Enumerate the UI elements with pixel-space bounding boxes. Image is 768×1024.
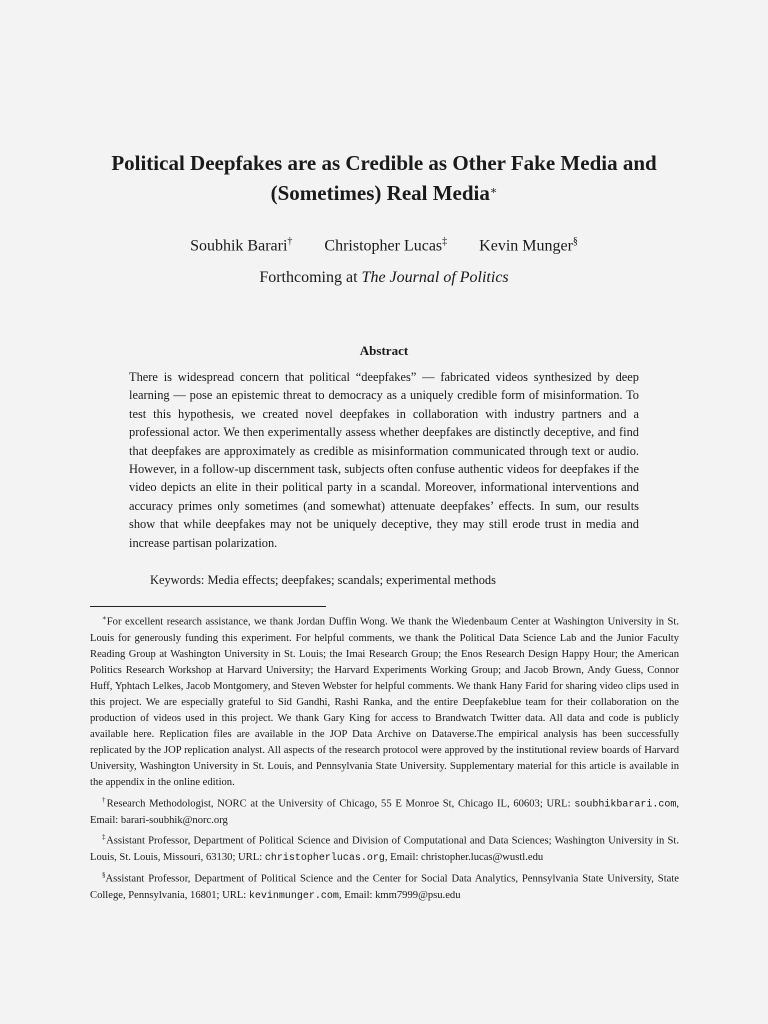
abstract-heading: Abstract [359, 343, 409, 358]
author-2-url[interactable]: christopherlucas.org [264, 852, 385, 864]
author-3-url[interactable]: kevinmunger.com [248, 890, 339, 902]
venue-journal: The Journal of Politics [361, 269, 509, 286]
footnote-email: , Email: kmm7999@psu.edu [338, 889, 461, 901]
footnote-author-3 [90, 867, 679, 905]
author-name: Kevin Munger [479, 237, 573, 255]
footnote-text: For excellent research assistance, we thank Jordan Duffin Wong. We thank the Wiedenbaum Center at Washington University in St. Louis for generously funding this experiment. For helpful comments, we thank the Political Data Science Lab and the Junior Faculty Reading Group at Washington University in St. Louis; the Imai Research Group; the Enos Research Design Happy Hour; the American Politics Research Workshop at Harvard University; the Harvard Experiments Working Group; and Jacob Brown, Andy Guess, Connor Huff, Yphtach Lelkes, Jacob Montgomery, and Steven Webster for helpful comments. We thank Hany Farid for sharing video clips used in this project. We are especially grateful to Sid Gandhi, Rashi Ranka, and the entire Deepfakeblue team for their collaboration on the production of videos used in this project. We thank Gary King for access to Brandwatch Twitter data. All data and code is publicly available here. Replication files are available in the JOP Data Archive on Dataverse.The empirical analysis has been successfully replicated by the JOP replication analyst. All aspects of the research protocol were approved by the institutional review boards of Harvard University, Washington University in St. Louis, and Pennsylvania State University. Supplementary material for this article is available in the appendix in the online edition. [90, 616, 679, 789]
footnote-email: , Email: christopher.lucas@wustl.edu [384, 851, 544, 863]
title-text: Political Deepfakes are as Credible as Other Fake Media and (Sometimes) Real Media [111, 151, 657, 205]
footnote-email: , Email: barari-soubhik@norc.org [90, 798, 679, 827]
author-list [0, 232, 768, 256]
title-footnote-mark: ∗ [489, 185, 498, 197]
author-name: Christopher Lucas [324, 237, 443, 255]
author-mark: ‡ [442, 236, 448, 247]
author-2 [324, 232, 447, 256]
abstract-text: There is widespread concern that political “deepfakes” — fabricated videos synthesized by deep learning — pose an epistemic threat to democracy as a uniquely credible form of misinformation. To test this hypothesis, we created novel deepfakes in collaboration with industry partners and a professional actor. We then experimentally assess whether deepfakes are distinctly deceptive, and find that deepfakes are approximately as credible as misinformation communicated through text or audio. However, in a follow-up discernment task, subjects often confuse authentic videos for deepfakes if the video depicts an elite in their political party in a scandal. Moreover, informational interventions and accuracy primes only sometimes (and somewhat) attenuate deepfakes’ effects. In sum, our results show that while deepfakes may not be uniquely deceptive, they may still erode trust in media and increase partisan polarization. [129, 370, 639, 550]
keywords: Keywords: Media effects; deepfakes; scandals; experimental methods [150, 573, 496, 587]
footnotes [90, 610, 679, 905]
footnote-mark: ∗ [102, 614, 107, 622]
author-1 [190, 232, 292, 256]
footnote-mark: § [102, 871, 106, 879]
footnote-text: Assistant Professor, Department of Political Science and the Center for Social Data Analytics, Pennsylvania State University, State College, Pennsylvania, 16801; URL: [90, 873, 679, 901]
paper-title [60, 148, 708, 208]
footnote-author-2 [90, 829, 679, 867]
author-mark: § [572, 236, 578, 247]
author-mark: † [287, 236, 293, 247]
footnote-mark: † [102, 795, 107, 804]
footnote-acknowledgements [90, 610, 679, 792]
footnote-text: Assistant Professor, Department of Political Science and Division of Computational and Data Sciences; Washington University in St. Louis, St. Louis, Missouri, 63130; URL: [90, 835, 679, 863]
footnote-text: Research Methodologist, NORC at the University of Chicago, 55 E Monroe St, Chicago IL, 60603; URL: [106, 798, 575, 810]
footnote-divider [90, 606, 326, 607]
footnote-author-1 [90, 792, 679, 830]
venue-prefix: Forthcoming at [259, 269, 358, 286]
author-1-url[interactable]: soubhikbarari.com [574, 799, 677, 811]
publication-venue [0, 268, 768, 288]
footnote-mark: ‡ [102, 833, 107, 842]
author-name: Soubhik Barari [190, 237, 288, 255]
author-3 [479, 232, 578, 256]
